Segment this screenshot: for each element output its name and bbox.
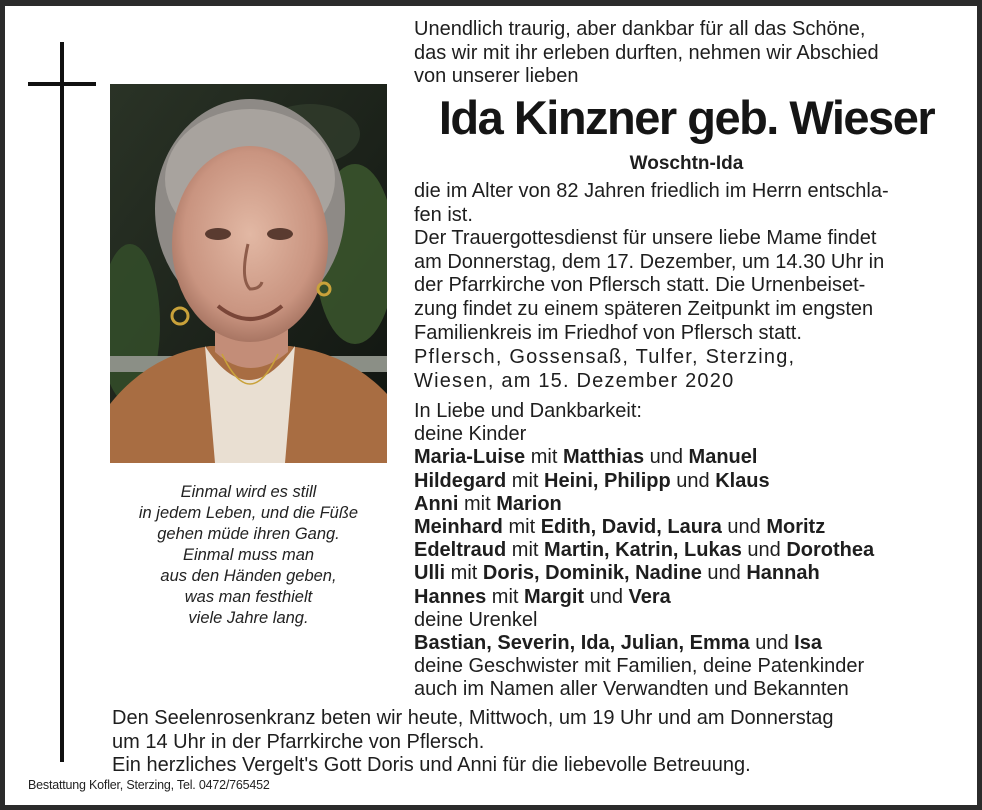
grandchildren-label: deine Urenkel xyxy=(414,608,538,631)
poem-line: viele Jahre lang. xyxy=(188,609,309,627)
intro-line: das wir mit ihr erleben durften, nehmen wir Abschied xyxy=(414,41,879,64)
cross-icon xyxy=(60,42,64,762)
family-intro: In Liebe und Dankbarkeit: xyxy=(414,400,642,422)
intro-line: Unendlich traurig, aber dankbar für all das Schöne, xyxy=(414,18,866,40)
intro-line: von unserer lieben xyxy=(414,65,579,88)
poem xyxy=(110,482,387,629)
child-entry: Ulli mit Doris, Dominik, Nadine und Hannah xyxy=(414,562,820,585)
portrait-photo xyxy=(110,84,387,463)
footer-line: um 14 Uhr in der Pfarrkirche von Pflersch. xyxy=(112,730,485,753)
notice-line: Familienkreis im Friedhof von Pflersch statt. xyxy=(414,321,802,344)
notice-text xyxy=(414,180,959,345)
grandchildren-entry: Bastian, Severin, Ida, Julian, Emma und Isa xyxy=(414,632,822,655)
siblings-line: deine Geschwister mit Familien, deine Patenkinder xyxy=(414,655,865,678)
deceased-name: Ida Kinzner geb. Wieser xyxy=(438,91,935,144)
children-label: deine Kinder xyxy=(414,423,527,446)
child-entry: Hannes mit Margit und Vera xyxy=(414,585,671,608)
notice-line: am Donnerstag, dem 17. Dezember, um 14.30 Uhr in xyxy=(414,250,885,273)
child-entry: Anni mit Marion xyxy=(414,492,562,515)
child-entry: Meinhard mit Edith, David, Laura und Moritz xyxy=(414,516,826,539)
footer-line: Ein herzliches Vergelt's Gott Doris und Anni für die liebevolle Betreuung. xyxy=(112,754,751,777)
deceased-nickname: Woschtn-Ida xyxy=(629,153,744,174)
child-entry: Maria-Luise mit Matthias und Manuel xyxy=(414,446,758,469)
place-line: Pflersch, Gossensaß, Tulfer, Sterzing, xyxy=(414,346,796,368)
place-date xyxy=(414,346,959,393)
footer-line: Den Seelenrosenkranz beten wir heute, Mittwoch, um 19 Uhr und am Donnerstag xyxy=(112,707,834,729)
poem-line: aus den Händen geben, xyxy=(160,567,337,585)
notice-line: der Pfarrkirche von Pflersch statt. Die Urnenbeiset- xyxy=(414,274,866,297)
cross-icon-bar xyxy=(28,82,96,86)
poem-line: Einmal wird es still xyxy=(180,483,317,501)
footer-text xyxy=(112,707,962,778)
relatives-line: auch im Namen aller Verwandten und Bekannten xyxy=(414,678,849,701)
child-entry: Hildegard mit Heini, Philipp und Klaus xyxy=(414,469,770,492)
notice-line: zung findet zu einem späteren Zeitpunkt im engsten xyxy=(414,297,874,320)
funeral-home: Bestattung Kofler, Sterzing, Tel. 0472/765452 xyxy=(28,778,270,792)
notice-line: die im Alter von 82 Jahren friedlich im Herrn entschla- xyxy=(414,180,889,202)
poem-line: in jedem Leben, und die Füße xyxy=(138,504,359,522)
notice-line: fen ist. xyxy=(414,203,473,226)
date-line: Wiesen, am 15. Dezember 2020 xyxy=(414,369,735,392)
notice-line: Der Trauergottesdienst für unsere liebe Mame findet xyxy=(414,227,877,250)
poem-line: was man festhielt xyxy=(184,588,313,606)
intro-text xyxy=(414,18,959,89)
family-list xyxy=(414,400,959,702)
poem-line: gehen müde ihren Gang. xyxy=(157,525,340,543)
poem-line: Einmal muss man xyxy=(182,546,315,564)
child-entry: Edeltraud mit Martin, Katrin, Lukas und Dorothea xyxy=(414,539,875,562)
